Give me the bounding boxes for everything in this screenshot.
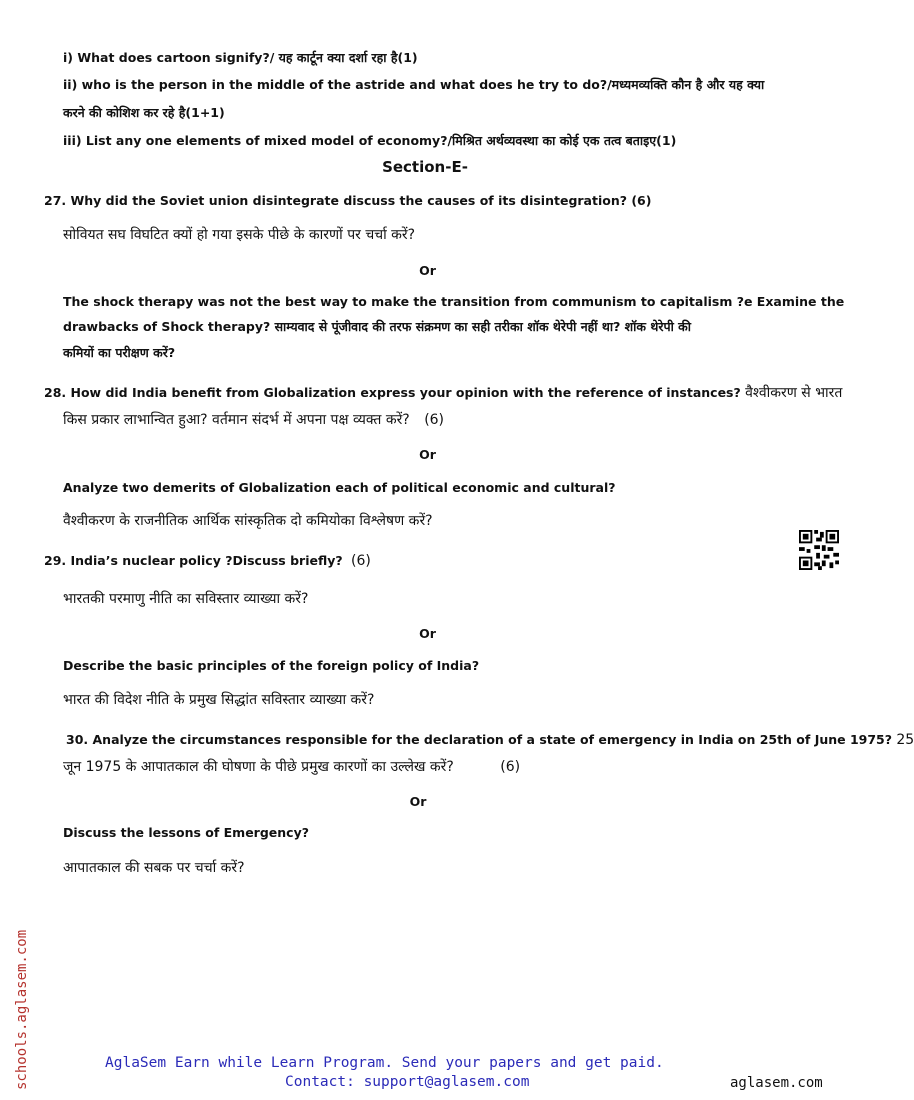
q27-english: 27. Why did the Soviet union disintegrate discuss the causes of its disintegration? (6) bbox=[44, 193, 652, 208]
q29-alt-english: Describe the basic principles of the foreign policy of India? bbox=[63, 658, 480, 673]
q27-alt-line3: कमियों का परीक्षण करें? bbox=[63, 345, 176, 360]
or-label: Or bbox=[419, 447, 436, 462]
q27-alt-line1: The shock therapy was not the best way to make the transition from communism to capitalism ?e Examine the bbox=[63, 294, 845, 309]
footer-program-text: AglaSem Earn while Learn Program. Send your papers and get paid. bbox=[105, 1055, 664, 1071]
question-ii-line2: करने की कोशिश कर रहे है(1+1) bbox=[63, 105, 225, 120]
q30-alt-english: Discuss the lessons of Emergency? bbox=[63, 825, 309, 840]
q30-english bbox=[66, 732, 914, 748]
q29-english-text: 29. India’s nuclear policy ?Discuss briefly? bbox=[44, 553, 343, 568]
qr-code bbox=[799, 530, 839, 570]
q30-english-tail: 25 bbox=[896, 732, 914, 748]
question-iii: iii) List any one elements of mixed model of economy?/मिश्रित अर्थव्यवस्था का कोई एक तत्व बताइए(1) bbox=[63, 133, 677, 148]
q30-hindi-text: जून 1975 के आपातकाल की घोषणा के पीछे प्रमुख कारणों का उल्लेख करें? bbox=[63, 759, 454, 775]
q28-english-hindi-tail: वैश्वीकरण से भारत bbox=[745, 385, 843, 401]
or-label: Or bbox=[419, 626, 436, 641]
q27-hindi: सोवियत सघ विघटित क्यों हो गया इसके पीछे के कारणों पर चर्चा करें? bbox=[63, 227, 416, 243]
q28-alt-hindi: वैश्वीकरण के राजनीतिक आर्थिक सांस्कृतिक दो कमियोका विश्लेषण करें? bbox=[63, 513, 433, 529]
q29-english bbox=[44, 553, 371, 569]
question-ii-line1: ii) who is the person in the middle of the astride and what does he try to do?/मध्यमव्यक्ति कौन है और यह क्या bbox=[63, 77, 765, 92]
q28-marks: (6) bbox=[424, 412, 445, 428]
q30-english-text: 30. Analyze the circumstances responsible for the declaration of a state of emergency in India on 25th of June 1975? bbox=[66, 732, 893, 747]
q29-alt-hindi: भारत की विदेश नीति के प्रमुख सिद्धांत सविस्तार व्याख्या करें? bbox=[63, 692, 375, 708]
q30-alt-hindi: आपातकाल की सबक पर चर्चा करें? bbox=[63, 860, 245, 876]
or-label: Or bbox=[409, 794, 427, 809]
q28-english-text: 28. How did India benefit from Globalization express your opinion with the reference of instances? bbox=[44, 385, 741, 400]
side-watermark: schools.aglasem.com bbox=[14, 929, 30, 1090]
q28-hindi-text: किस प्रकार लाभान्वित हुआ? वर्तमान संदर्भ में अपना पक्ष व्यक्त करें? bbox=[63, 412, 410, 428]
footer-contact-link[interactable]: Contact: support@aglasem.com bbox=[285, 1074, 530, 1090]
q30-marks: (6) bbox=[500, 759, 521, 775]
q28-english bbox=[44, 385, 842, 401]
footer-site-link[interactable]: aglasem.com bbox=[730, 1075, 823, 1091]
q28-alt-english: Analyze two demerits of Globalization each of political economic and cultural? bbox=[63, 480, 616, 495]
q28-hindi bbox=[63, 412, 444, 428]
q29-hindi: भारतकी परमाणु नीति का सविस्तार व्याख्या करें? bbox=[63, 591, 309, 607]
q30-hindi bbox=[63, 759, 520, 775]
question-i: i) What does cartoon signify?/ यह कार्टून क्या दर्शा रहा है(1) bbox=[63, 50, 418, 65]
q29-marks: (6) bbox=[350, 553, 371, 569]
q27-alt-line2: drawbacks of Shock therapy? साम्यवाद से पूंजीवाद की तरफ संक्रमण का सही तरीका शॉक थेरेपी नहीं था? शॉक थेरेपी की bbox=[63, 319, 692, 334]
section-heading: Section-E- bbox=[382, 158, 468, 176]
or-label: Or bbox=[419, 263, 436, 278]
